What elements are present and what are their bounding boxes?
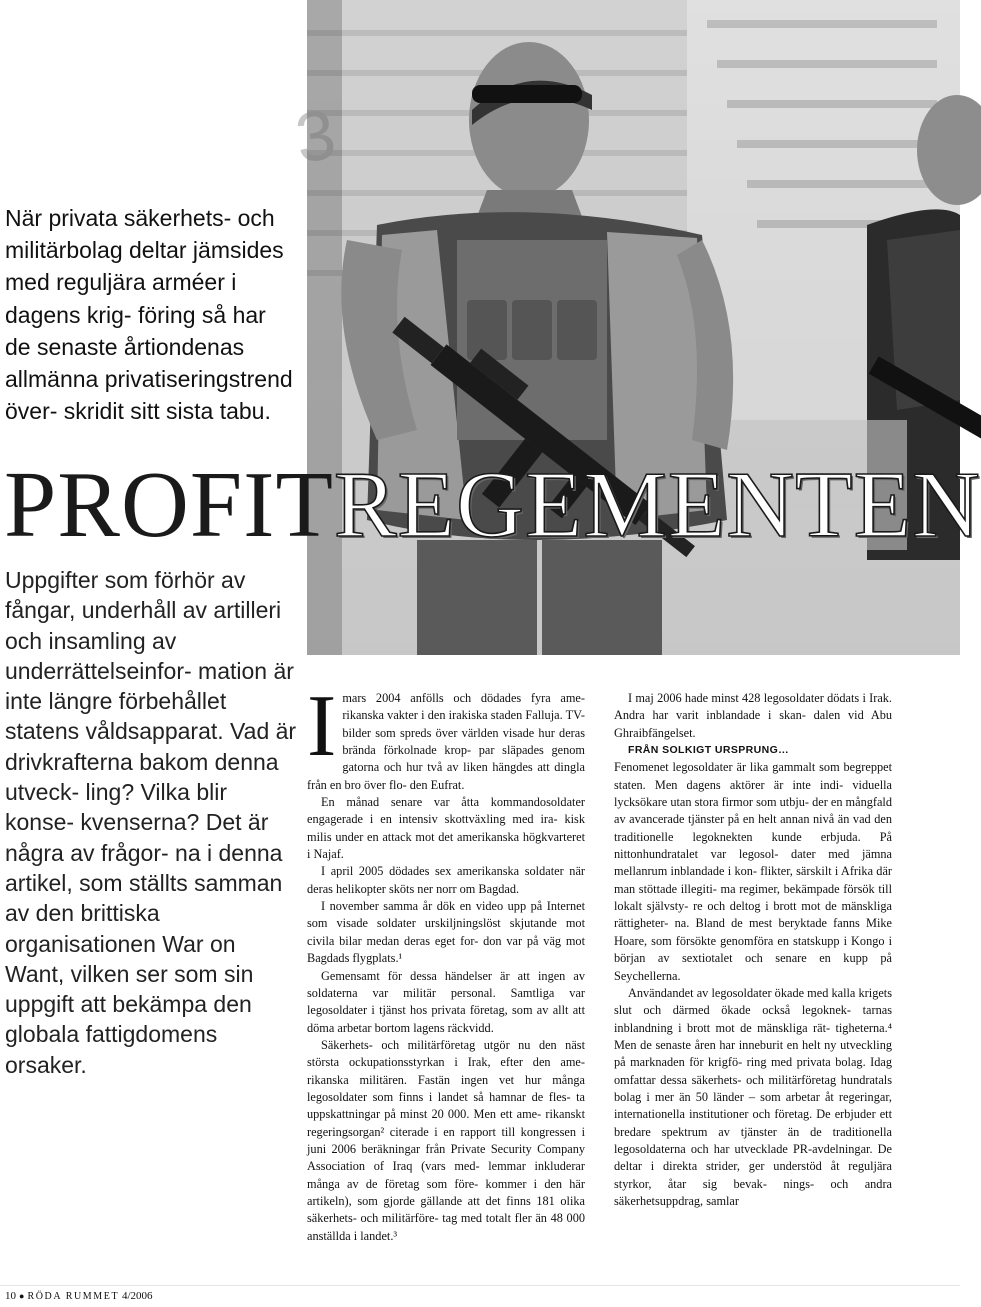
title-part-regementen: REGEMENTEN	[333, 453, 981, 557]
magazine-name: RÖDA RUMMET	[27, 1291, 120, 1302]
section-subhead: FRÅN SOLKIGT URSPRUNG…	[628, 744, 790, 757]
paragraph: Säkerhets- och militärföretag utgör nu den näst största ockupationsstyrkan i Irak, efter den ame- rikanska militären. Fastän ingen vet hur många legosoldater som finns i landet så hamnar de fles- ta uppskattningar på minst 20 000. Men ett ame- rikanskt regeringsorgan² citerade i en rapport till kongressen i juni 2006 beräkningar från Private Security Company Association of Iraq (vars med- lemmar inkluderar många av de företag som före- kommer i den här artikeln), som gjorde gällande att det finns 181 olika säkerhets- och militärföre- tag med totalt fler än 48 000 anställda i landet.³	[307, 1037, 585, 1243]
article-column-1	[307, 678, 585, 1245]
svg-text:3: 3	[290, 94, 341, 178]
lead-body: Uppgifter som förhör av fångar, underhåll av artilleri och insamling av underrättelseinfor- mation är inte längre förbehållet statens våldsapparat. Vad är drivkrafterna bakom denna utveck- ling? Vilka blir konse- kvenserna? Det är några av frågor- na i denna artikel, som ställts samman av den brittiska organisationen War on Want, vilken ser som sin uppgift att bekämpa den globala fattigdomens orsaker.	[5, 567, 297, 1078]
footer-divider	[0, 1285, 960, 1286]
paragraph: I april 2005 dödades sex amerikanska soldater när deras helikopter sköts ner norr om Bagdad.	[307, 864, 585, 896]
drop-cap: I	[307, 678, 337, 775]
title-part-profit: PROFIT	[4, 453, 334, 557]
article-column-2	[614, 690, 892, 1210]
paragraph: I november samma år dök en video upp på Internet som visade soldater urskiljningslöst skjutande mot civila bilar medan deras eget for- don var på väg mot Bagdads flygplats.¹	[307, 899, 585, 966]
paragraph: Gemensamt för dessa händelser är att ingen av soldaterna var militär personal. Samtliga var legosoldater i tjänst hos privata företag, som av allt att döma arbetar bortom lagens räckvidd.	[307, 968, 585, 1035]
page-title	[4, 453, 981, 557]
paragraph: En månad senare var åtta kommandosoldater engagerade i en intensiv skottväxling med ira- kisk milis under en attack mot det amerikanska högkvarteret i Najaf.	[307, 795, 585, 862]
bullet-icon: ●	[19, 1291, 25, 1301]
page-footer	[5, 1290, 153, 1302]
paragraph: Fenomenet legosoldater är lika gammalt som begreppet staten. Men dagens aktörer är inte indi- viduella lycksökare utan stora firmor som utbju- der en mångfald av avancerade tjänster på en helt annan nivå än vad den traditionelle legoknekten kunde erbjuda. På nittonhundratalet var legosol- dater med jämna mellanrum inblandade i kon- flikter, särskilt i Afrika där man stöttade illegiti- ma regimer, bekämpade försök till lokalt självsty- re och deltog i brott mot de mänskliga rättigheter- na. Bland de mest beryktade fanns Mike Hoare, som försökte genomföra en statskupp i Kongo i början av sextiotalet och senare en kupp på Seychellerna.	[614, 760, 892, 983]
page-number: 10	[5, 1290, 16, 1302]
paragraph: I maj 2006 hade minst 428 legosoldater dödats i Irak. Andra har varit inblandade i skan- dalen vid Abu Ghraibfängelset.	[614, 691, 892, 740]
paragraph: Imars 2004 anfölls och dödades fyra ame- rikanska vakter i den irakiska staden Falluja. TV-bilder som spreds över världen visade hur deras brända förkolnade krop- par släpades genom gatorna och hur två av liken hängdes att dingla från en bro över flo- den Eufrat.	[307, 678, 585, 792]
paragraph: Användandet av legosoldater ökade med kalla krigets slut och därmed ökade också legoknek- tarnas inblandning i brott mot de mänskliga rät- tigheterna.⁴ Men de senaste åren har inneburit en helt ny utveckling på marknaden för krigfö- ring med privata bolag. Idag omfattar dessa säkerhets- och militärföretag hundratals bolag i mer än 50 länder – som arbetar åt regeringar, internationella institutioner och företag. De erbjuder ett bredare spektrum av tjänster än de traditionella legosoldaterna och har utvecklade PR-avdelningar. De deltar i direkta strider, ger understöd åt reguljära styrkor, åtar sig bevak- nings- och andra säkerhetsuppdrag, samlar	[614, 985, 892, 1208]
lead-intro: När privata säkerhets- och militärbolag deltar jämsides med reguljära arméer i dagens krig- föring så har de senaste årtiondenas allmänna privatiseringstrend över- skridit sitt sista tabu.	[5, 205, 293, 425]
issue-number: 4/2006	[121, 1290, 153, 1302]
